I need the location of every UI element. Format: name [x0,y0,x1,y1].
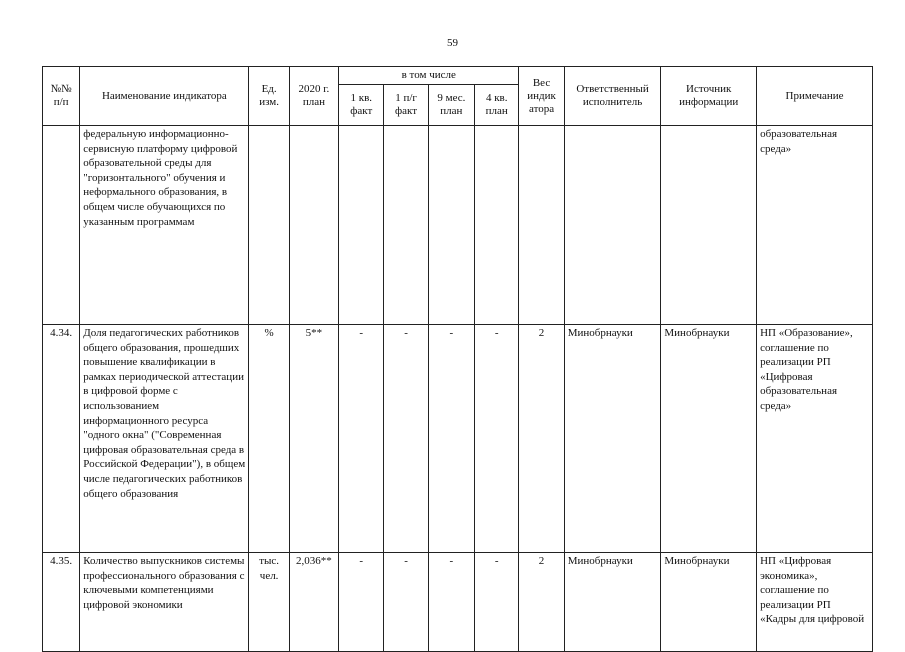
cell-note: НП «Цифровая экономика», соглашение по реализации РП «Кадры для цифровой [757,553,873,652]
table-row [43,126,873,325]
header-source: Источник информации [661,67,757,126]
table-row [43,553,873,652]
cell-weight [519,126,564,325]
cell-indicator-name: Количество выпускников системы профессионального образования с ключевыми компетенциями цифровой экономики [80,553,249,652]
cell-9m: - [428,325,474,553]
header-unit: Ед. изм. [249,67,289,126]
cell-source [661,126,757,325]
cell-9m: - [428,553,474,652]
cell-weight: 2 [519,325,564,553]
cell-source: Минобрнауки [661,553,757,652]
cell-q1: - [339,325,384,553]
cell-9m [428,126,474,325]
table-row [43,325,873,553]
header-9m-plan: 9 мес. план [428,85,474,126]
cell-responsible [564,126,661,325]
cell-unit: % [249,325,289,553]
cell-plan [289,126,338,325]
cell-responsible: Минобрнауки [564,325,661,553]
cell-h1: - [384,325,428,553]
header-responsible: Ответственный исполнитель [564,67,661,126]
cell-h1: - [384,553,428,652]
cell-q4: - [475,325,519,553]
cell-q1: - [339,553,384,652]
page-number: 59 [447,37,458,49]
cell-num: 4.35. [43,553,80,652]
header-name: Наименование индикатора [80,67,249,126]
cell-indicator-name: федеральную информационно-сервисную платформу цифровой образовательной среды для "горизонтального" обучения и неформального образования, в общем числе обучающихся по указанным программам [80,126,249,325]
cell-h1 [384,126,428,325]
cell-q4: - [475,553,519,652]
header-plan-2020: 2020 г. план [289,67,338,126]
indicators-table [42,66,873,652]
cell-q1 [339,126,384,325]
cell-num: 4.34. [43,325,80,553]
cell-responsible: Минобрнауки [564,553,661,652]
cell-note: НП «Образование», соглашение по реализации РП «Цифровая образовательная среда» [757,325,873,553]
header-q1-fact: 1 кв. факт [339,85,384,126]
header-q4-plan: 4 кв. план [475,85,519,126]
header-including: в том числе [339,67,519,85]
header-num: №№ п/п [43,67,80,126]
cell-indicator-name: Доля педагогических работников общего образования, прошедших повышение квалификации в рамках периодической аттестации в цифровой форме с использованием информационного ресурса "одного окна" ("Современная цифровая образовательная среда в Российской Федерации"), в общем числе педагогических работников общего образования [80,325,249,553]
cell-unit [249,126,289,325]
cell-weight: 2 [519,553,564,652]
cell-source: Минобрнауки [661,325,757,553]
header-note: Примечание [757,67,873,126]
cell-note: образовательная среда» [757,126,873,325]
cell-q4 [475,126,519,325]
cell-num [43,126,80,325]
cell-plan: 2,036** [289,553,338,652]
cell-plan: 5** [289,325,338,553]
header-weight: Вес индик атора [519,67,564,126]
header-h1-fact: 1 п/г факт [384,85,428,126]
cell-unit: тыс. чел. [249,553,289,652]
header-row-top [43,67,873,85]
